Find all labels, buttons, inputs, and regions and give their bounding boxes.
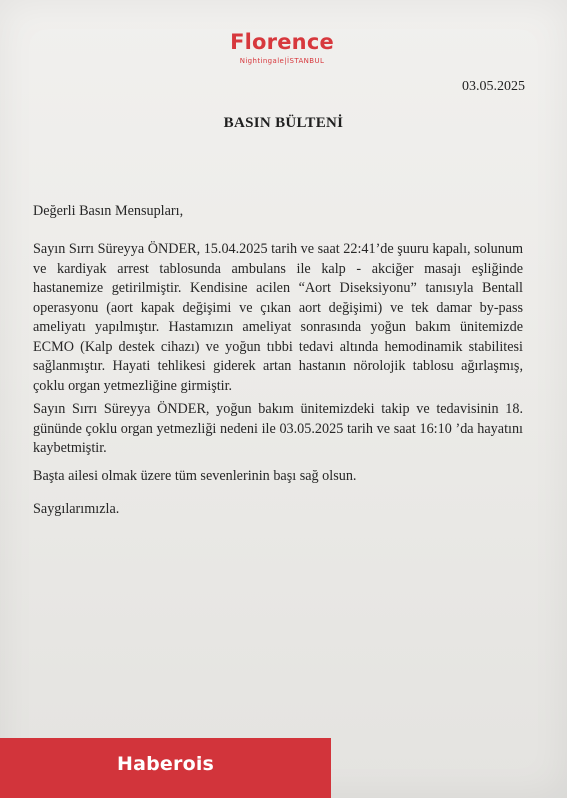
hospital-logo [222,30,342,74]
greeting: Değerli Basın Mensupları, [33,203,184,219]
paragraph-3: Başta ailesi olmak üzere tüm sevenlerinin başı sağ olsun. [33,468,357,484]
logo-subtitle: Nightingale|İSTANBUL [239,57,325,65]
logo-wordmark: Florence [230,30,334,54]
paragraph-1: Sayın Sırrı Süreyya ÖNDER, 15.04.2025 tarih ve saat 22:41’de şuuru kapalı, solunum ve kardiyak arrest tablosunda ambulans ile kalp - akciğer masajı eşliğinde hastanemize getirilmiştir. Kendisine acilen “Aort Diseksiyonu” tanısıyla Bentall operasyonu (aort kapak değişimi ve çıkan aort değişimi) ve tek damar by-pass ameliyatı yapılmıştır. Hastamızın ameliyat sonrasında yoğun bakım ünitemizde ECMO (Kalp destek cihazı) ve yoğun tıbbi tedavi altında hemodinamik stabilitesi sağlanmıştır. Hayati tehlikesi giderek artan hastanın nörolojik tablosu ağırlaşmış, çoklu organ yetmezliğine girmiştir. [33,241,523,394]
source-label: Haberois [117,753,215,775]
document-title: BASIN BÜLTENİ [223,115,344,131]
closing-line: Saygılarımızla. [33,501,120,517]
release-date: 03.05.2025 [462,79,525,94]
paragraph-2: Sayın Sırrı Süreyya ÖNDER, yoğun bakım ünitemizdeki takip ve tedavisinin 18. gününde çoklu organ yetmezliği nedeni ile 03.05.2025 tarih ve saat 16:10 ’da hayatını kaybetmiştir. [33,401,523,456]
